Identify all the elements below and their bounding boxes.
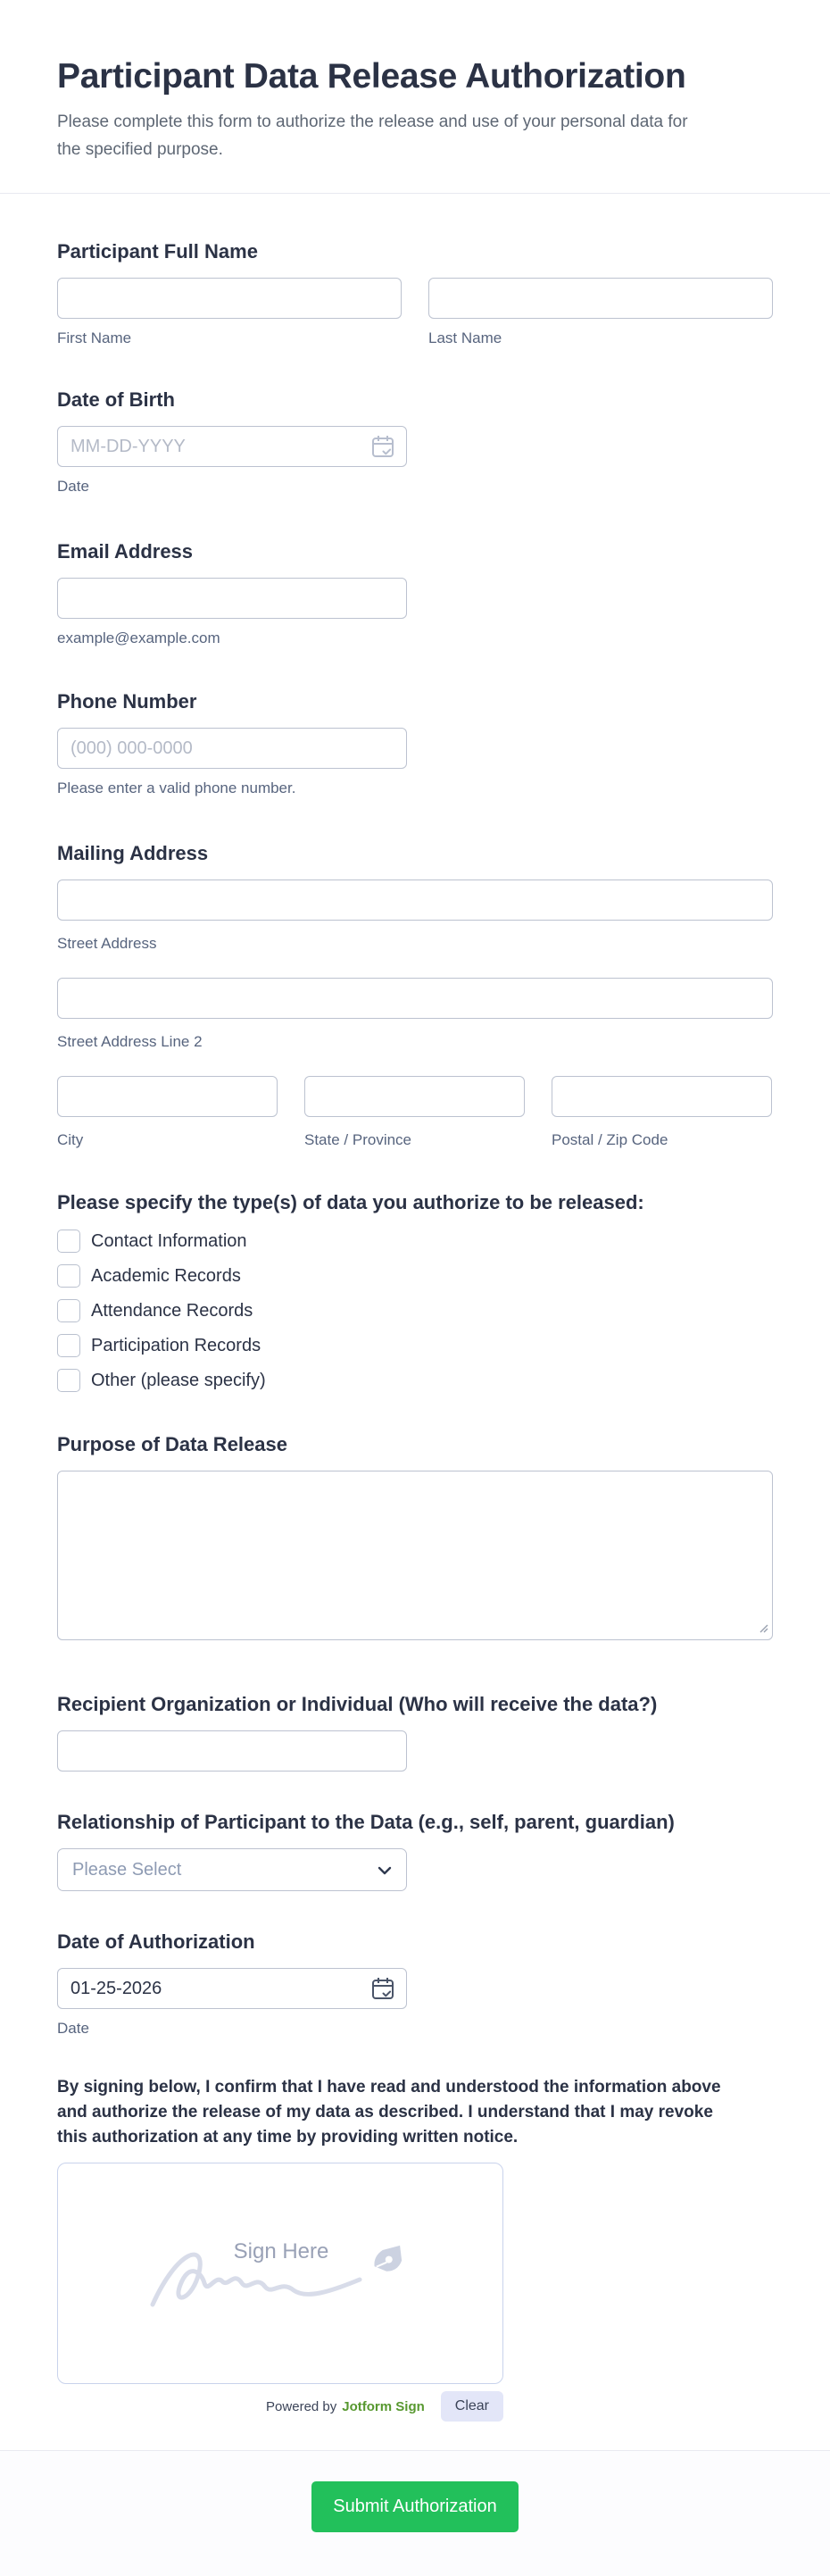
field-signature [57, 2163, 773, 2422]
relationship-select[interactable] [57, 1848, 407, 1891]
auth-date-label: Date of Authorization [57, 1930, 255, 1953]
checkbox-label[interactable]: Other (please specify) [91, 1370, 266, 1390]
chevron-down-icon [378, 1866, 392, 1875]
form-footer [0, 2450, 830, 2576]
field-purpose [57, 1433, 773, 1645]
checkbox-other[interactable] [57, 1369, 80, 1392]
email-label: Email Address [57, 540, 194, 563]
checkbox-row-academic-records [57, 1264, 773, 1288]
state-input[interactable] [304, 1076, 525, 1117]
form-subtitle-line2: the specified purpose. [57, 140, 223, 159]
street-address-input[interactable] [57, 880, 773, 921]
recipient-label: Recipient Organization or Individual (Who will receive the data?) [57, 1693, 658, 1715]
last-name-sublabel: Last Name [428, 329, 502, 346]
form-title: Participant Data Release Authorization [57, 57, 686, 96]
checkbox-row-contact-information [57, 1230, 773, 1253]
city-sublabel: City [57, 1131, 84, 1148]
clear-signature-button[interactable]: Clear [441, 2391, 503, 2422]
form-subtitle-line1: Please complete this form to authorize the release and use of your personal data for [57, 113, 688, 131]
checkbox-row-attendance-records [57, 1299, 773, 1322]
powered-by-text: Powered by [266, 2398, 337, 2414]
dob-sublabel: Date [57, 478, 89, 495]
consent-paragraph [57, 2075, 773, 2150]
checkbox-label[interactable]: Attendance Records [91, 1300, 253, 1321]
last-name-input[interactable] [428, 278, 773, 319]
consent-line1: By signing below, I confirm that I have read and understood the information above [57, 2078, 721, 2097]
zip-input[interactable] [552, 1076, 772, 1117]
field-recipient [57, 1693, 773, 1772]
form-header [0, 0, 830, 163]
checkbox-row-other [57, 1369, 773, 1392]
data-types-label: Please specify the type(s) of data you authorize to be released: [57, 1191, 644, 1213]
purpose-label: Purpose of Data Release [57, 1433, 287, 1455]
checkbox-row-participation-records [57, 1334, 773, 1357]
recipient-input[interactable] [57, 1730, 407, 1772]
field-relationship [57, 1811, 773, 1891]
form-subtitle [57, 108, 773, 163]
state-sublabel: State / Province [304, 1131, 412, 1148]
checkbox-participation-records[interactable] [57, 1334, 80, 1357]
signature-pad[interactable] [57, 2163, 503, 2384]
email-sublabel: example@example.com [57, 629, 220, 646]
jotform-sign-brand: Jotform Sign [342, 2398, 425, 2414]
full-name-label: Participant Full Name [57, 240, 258, 263]
field-mailing-address [57, 842, 773, 1149]
city-input[interactable] [57, 1076, 278, 1117]
checkbox-attendance-records[interactable] [57, 1299, 80, 1322]
relationship-select-placeholder: Please Select [72, 1859, 182, 1880]
signature-meta [57, 2391, 503, 2422]
auth-date-sublabel: Date [57, 2020, 89, 2037]
checkbox-label[interactable]: Academic Records [91, 1265, 241, 1286]
purpose-textarea[interactable] [57, 1471, 773, 1640]
street-address-sublabel: Street Address [57, 935, 157, 952]
field-phone [57, 690, 773, 797]
email-input[interactable] [57, 578, 407, 619]
auth-date-input[interactable] [57, 1968, 407, 2009]
pen-nib-icon [370, 2238, 409, 2279]
field-full-name [57, 240, 773, 347]
field-data-types [57, 1191, 773, 1392]
phone-label: Phone Number [57, 690, 197, 713]
street-address2-sublabel: Street Address Line 2 [57, 1033, 203, 1050]
street-address2-input[interactable] [57, 978, 773, 1019]
first-name-sublabel: First Name [57, 329, 132, 346]
zip-sublabel: Postal / Zip Code [552, 1131, 668, 1148]
address-label: Mailing Address [57, 842, 209, 864]
checkbox-label[interactable]: Contact Information [91, 1230, 247, 1251]
consent-line3: this authorization at any time by providing written notice. [57, 2128, 519, 2147]
phone-input[interactable] [57, 728, 407, 769]
field-date-of-birth [57, 388, 773, 496]
checkbox-academic-records[interactable] [57, 1264, 80, 1288]
consent-line2: and authorize the release of my data as described. I understand that I may revoke [57, 2103, 713, 2122]
sign-here-text: Sign Here [233, 2239, 329, 2263]
checkbox-contact-information[interactable] [57, 1230, 80, 1253]
phone-sublabel: Please enter a valid phone number. [57, 779, 296, 796]
relationship-label: Relationship of Participant to the Data (e.g., self, parent, guardian) [57, 1811, 675, 1833]
dob-input[interactable] [57, 426, 407, 467]
first-name-input[interactable] [57, 278, 402, 319]
submit-button[interactable]: Submit Authorization [311, 2481, 519, 2532]
field-email [57, 540, 773, 647]
checkbox-label[interactable]: Participation Records [91, 1335, 261, 1355]
sign-here-placeholder [147, 2215, 424, 2336]
form-body [0, 194, 830, 2422]
dob-label: Date of Birth [57, 388, 175, 411]
field-auth-date [57, 1930, 773, 2038]
